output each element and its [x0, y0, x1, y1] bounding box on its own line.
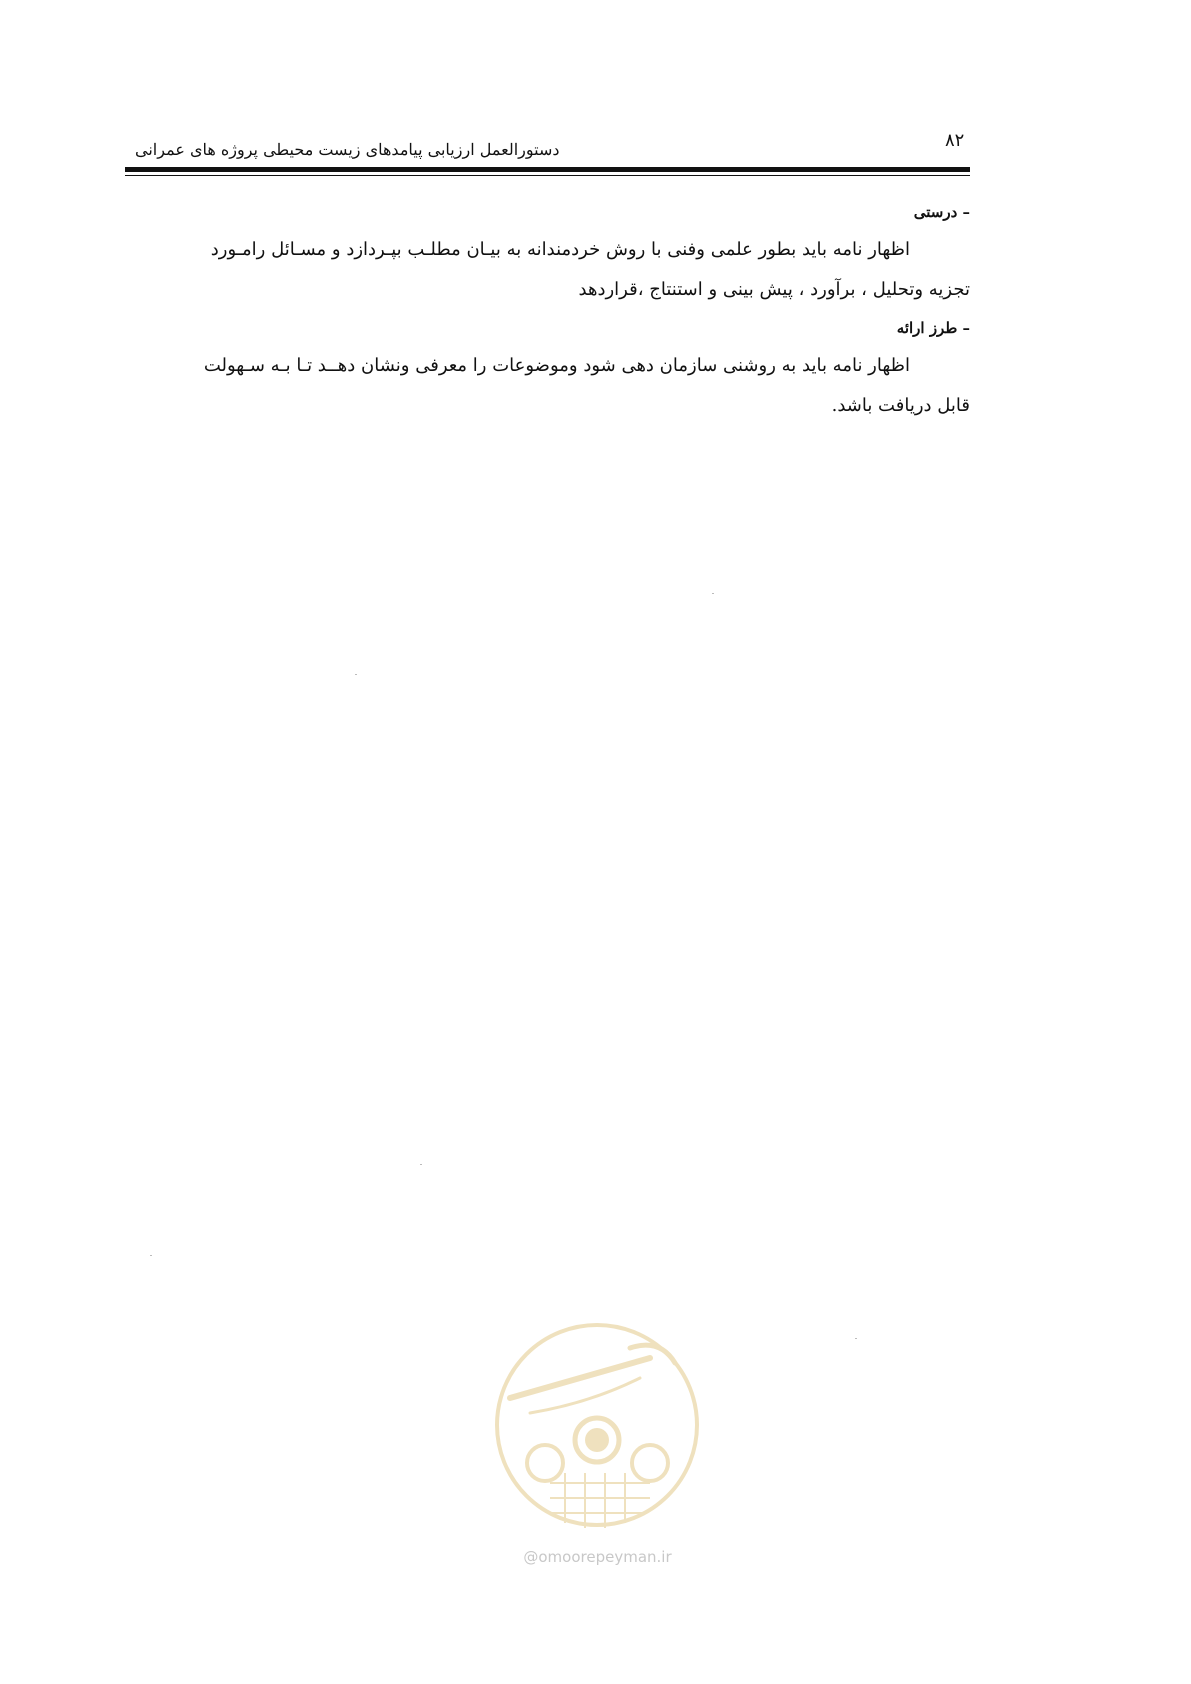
page-header	[125, 128, 970, 162]
scan-speck	[150, 1255, 152, 1256]
header-rule-thin	[125, 175, 970, 176]
header-rule-thick	[125, 167, 970, 172]
section-heading-presentation: – طرز ارائه	[896, 319, 970, 337]
scan-speck	[355, 674, 357, 675]
page-body	[130, 200, 970, 432]
watermark-url: @omoorepeyman.ir	[523, 1548, 672, 1566]
page-number: ۸۲	[945, 130, 965, 151]
paragraph-line: اظهار نامه باید به روشنی سازمان دهی شود وموضوعات را معرفی ونشان دهــد تـا بـه سـهولت	[203, 355, 910, 376]
paragraph-line: اظهار نامه باید بطور علمی وفنی با روش خردمندانه به بیـان مطلـب بپـردازد و مسـائل رامـورد	[210, 239, 910, 260]
paragraph-line: تجزیه وتحلیل ، برآورد ، پیش بینی و استنتاج ،قراردهد	[578, 279, 970, 300]
paragraph-line: قابل دریافت باشد.	[831, 395, 970, 416]
scan-speck	[712, 593, 714, 594]
running-title: دستورالعمل ارزیابی پیامدهای زیست محیطی پروژه های عمرانی	[135, 140, 560, 159]
watermark-logo	[490, 1318, 705, 1533]
paragraph-presentation	[130, 346, 970, 426]
scan-speck	[420, 1164, 422, 1165]
section-heading-accuracy: – درستی	[913, 203, 970, 221]
paragraph-accuracy	[130, 230, 970, 310]
scan-speck	[855, 1338, 857, 1339]
